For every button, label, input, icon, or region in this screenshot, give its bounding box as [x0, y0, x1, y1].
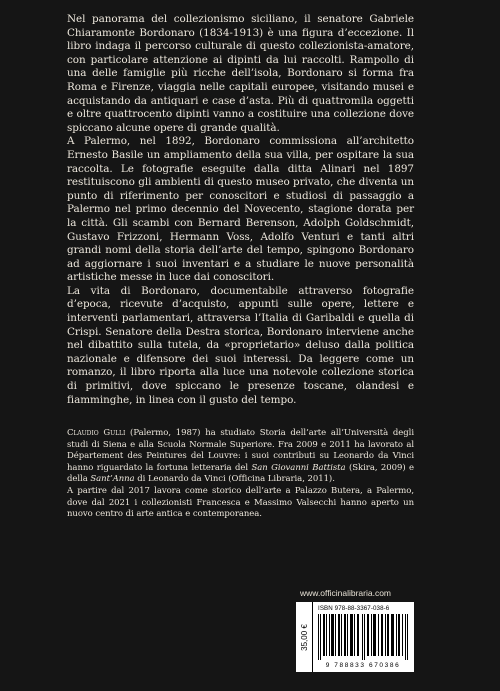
bio-paragraph: A partire dal 2017 lavora come storico dell’arte a Palazzo Butera, a Palermo, dove dal 2021 i collezionisti Francesca e Massimo Valsecchi hanno aperto un nuovo centro di arte antica e contemporanea. [67, 485, 414, 520]
author-name: Claudio Gulli [67, 428, 126, 438]
isbn-label: ISBN 978-88-3367-038-6 [318, 605, 390, 612]
bio-text: di Leonardo da Vinci (Officina Libraria, 2011). [134, 474, 335, 485]
bio-paragraph [67, 428, 414, 486]
bio-text: (Skira, 2009) e della [67, 462, 414, 485]
back-cover-blurb [67, 13, 414, 407]
publisher-url[interactable]: www.officinalibraria.com [300, 588, 392, 598]
barcode-number: 9 788833 670386 [325, 662, 401, 669]
blurb-paragraph: Nel panorama del collezionismo siciliano, il senatore Gabriele Chiaramonte Bordonaro (1834-1913) è una figura d’eccezione. Il libro indaga il percorso culturale di questo collezionista-amatore, con particolare attenzione ai dipinti da lui raccolti. Rampollo di una delle famiglie più ricche dell’isola, Bordonaro si forma fra Roma e Firenze, viaggia nelle capitali europee, visitando musei e acquistando da antiquari e case d’asta. Più di quattromila oggetti e oltre quattrocento dipinti vanno a costituire una collezione dove spiccano alcune opere di grande qualità. [67, 13, 414, 134]
blurb-paragraph: A Palermo, nel 1892, Bordonaro commissiona all’architetto Ernesto Basile un ampliamento della sua villa, per ospitare la sua raccolta. Le fotografie eseguite dalla ditta Alinari nel 1897 restituiscono gli ambienti di questo museo privato, che diventa un punto di riferimento per conoscitori e studiosi di passaggio a Palermo nel primo decennio del Novecento, stagione dorata per la città. Gli scambi con Bernard Berenson, Adolph Goldschmidt, Gustavo Frizzoni, Hermann Voss, Adolfo Venturi e tanti altri grandi nomi della storia dell’arte del tempo, spingono Bordonaro ad aggiornare i suoi inventari e a studiare le nuove personalità artistiche messe in luce dai conoscitori. [67, 135, 414, 284]
isbn-barcode-block [296, 602, 414, 672]
blurb-paragraph: La vita di Bordonaro, documentabile attraverso fotografie d’epoca, ricevute d’acquisto, appunti sulle opere, lettere e interventi parlamentari, attraversa l’Italia di Garibaldi e quella di Crispi. Senatore della Destra storica, Bordonaro interviene anche nel dibattito sulla tutela, da «proprietario» deluso dalla politica nazionale e difensore dei suoi interessi. Da leggere come un romanzo, il libro riporta alla luce una notevole collezione storica di primitivi, dove spiccano le presenze toscane, olandesi e fiamminghe, in linea con il gusto del tempo. [67, 284, 414, 406]
price-label: 35,00 € [299, 623, 309, 651]
book-title-italic: Sant’Anna [90, 474, 135, 485]
barcode-icon [318, 614, 410, 660]
author-bio [67, 428, 414, 521]
bio-text: (Palermo, 1987) ha studiato Storia dell’arte all’Università degli studi di Siena e alla Scuola Normale Superiore. Fra 2009 e 2011 ha lavorato al Département des Peintures del Louvre: i suoi contributi su Leonardo da Vinci hanno riguardato la fortuna letteraria del [67, 428, 415, 473]
book-title-italic: San Giovanni Battista [251, 462, 346, 473]
price-box [296, 602, 313, 672]
